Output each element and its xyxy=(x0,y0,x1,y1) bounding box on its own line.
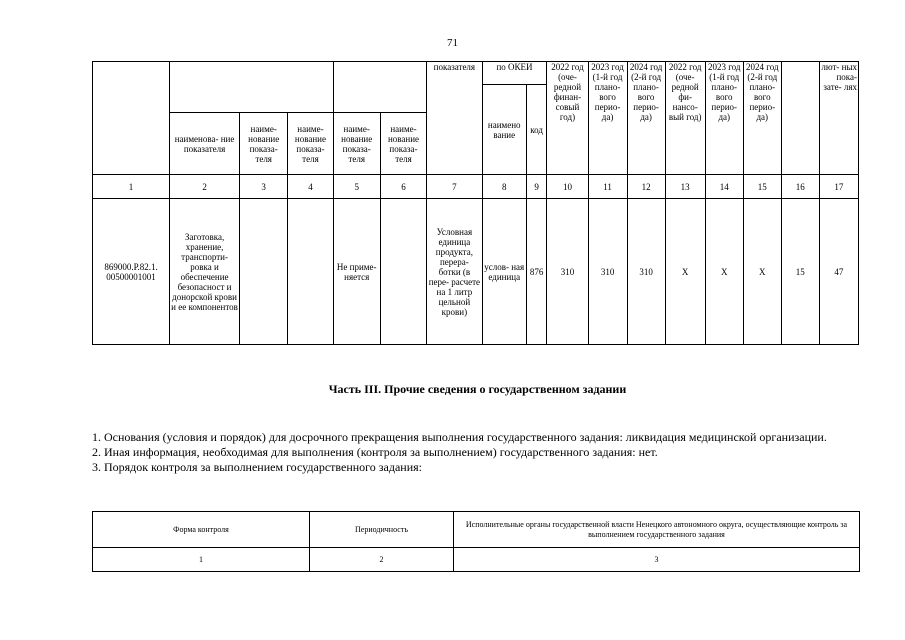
column-number: 6 xyxy=(380,175,426,199)
column-number: 11 xyxy=(588,175,627,199)
column-number: 3 xyxy=(240,175,288,199)
cell-col5: Не приме- няется xyxy=(333,199,380,345)
page-number: 71 xyxy=(447,37,458,49)
indicator-name: Условная единица продукта, перера- ботки (в пере- расчете на 1 литр цельной крови) xyxy=(427,199,483,345)
header-okei-name: наимено вание xyxy=(482,85,526,175)
header-name-col4: наиме- нование показа- теля xyxy=(288,113,333,175)
column-number: 2 xyxy=(170,175,240,199)
column-number: 7 xyxy=(427,175,483,199)
header-name-col6: наиме- нование показа- теля xyxy=(380,113,426,175)
header-col16 xyxy=(781,62,819,175)
control-form-header: Форма контроля xyxy=(93,512,310,548)
header-name-col3: наиме- нование показа- теля xyxy=(240,113,288,175)
header-absolute-values: лют- ных пока- зате- лях xyxy=(819,62,858,175)
column-number: 8 xyxy=(482,175,526,199)
column-number: 12 xyxy=(627,175,665,199)
column-number: 1 xyxy=(93,175,170,199)
column-number: 1 xyxy=(93,548,310,572)
column-number: 2 xyxy=(310,548,454,572)
value-2024-b: Х xyxy=(743,199,781,345)
column-number: 4 xyxy=(288,175,333,199)
cell-col4 xyxy=(288,199,333,345)
value-2023-b: Х xyxy=(705,199,743,345)
column-number: 14 xyxy=(705,175,743,199)
cell-col3 xyxy=(240,199,288,345)
control-table xyxy=(92,511,860,572)
header-okei: по ОКЕИ xyxy=(482,62,547,85)
value-2022: 310 xyxy=(547,199,588,345)
header-registry-number xyxy=(93,62,170,175)
column-number: 13 xyxy=(665,175,705,199)
cell-col17: 47 xyxy=(819,199,858,345)
unit-code: 876 xyxy=(526,199,547,345)
column-number: 16 xyxy=(781,175,819,199)
executive-bodies-header: Исполнительные органы государственной власти Ненецкого автономного округа, осуществляющие контроль за выполнением государственного задания xyxy=(454,512,860,548)
header-2023-plan-b: 2023 год (1-й год плано- вого перио- да) xyxy=(705,62,743,175)
table-row xyxy=(93,199,859,345)
header-indicator: показателя xyxy=(427,62,483,175)
column-number: 17 xyxy=(819,175,858,199)
value-2024: 310 xyxy=(627,199,665,345)
column-number: 3 xyxy=(454,548,860,572)
header-2023-plan: 2023 год (1-й год плано- вого перио- да) xyxy=(588,62,627,175)
paragraph: 1. Основания (условия и порядок) для досрочного прекращения выполнения государственного задания: ликвидация медицинской организации. xyxy=(92,430,827,444)
part-title: Часть III. Прочие сведения о государственном задании xyxy=(328,382,627,396)
cell-col6 xyxy=(380,199,426,345)
header-2024-plan: 2024 год (2-й год плано- вого перио- да) xyxy=(627,62,665,175)
service-name: Заготовка, хранение, транспорти- ровка и обеспечение безопасност и донорской крови и ее компонентов xyxy=(170,199,240,345)
registry-number: 869000.Р.82.1. 00500001001 xyxy=(93,199,170,345)
column-number: 15 xyxy=(743,175,781,199)
value-2023: 310 xyxy=(588,199,627,345)
column-number: 9 xyxy=(526,175,547,199)
value-2022-b: Х xyxy=(665,199,705,345)
header-content-group xyxy=(170,62,333,113)
paragraphs xyxy=(92,430,872,475)
paragraph: 2. Иная информация, необходимая для выполнения (контроля за выполнением) государственного задания: нет. xyxy=(92,445,658,459)
paragraph: 3. Порядок контроля за выполнением государственного задания: xyxy=(92,460,422,474)
service-indicators-table xyxy=(92,61,859,345)
header-2022-financial: 2022 год (оче- редной финан- совый год) xyxy=(547,62,588,175)
header-okei-code: код xyxy=(526,85,547,175)
column-number: 10 xyxy=(547,175,588,199)
cell-col16: 15 xyxy=(781,199,819,345)
periodicity-header: Периодичность xyxy=(310,512,454,548)
column-number: 5 xyxy=(333,175,380,199)
header-name-col5: наиме- нование показа- теля xyxy=(333,113,380,175)
header-name-indicator: наименова- ние показателя xyxy=(170,113,240,175)
header-conditions-group xyxy=(333,62,427,113)
header-2024-plan-b: 2024 год (2-й год плано- вого перио- да) xyxy=(743,62,781,175)
unit-name: услов- ная единица xyxy=(482,199,526,345)
header-2022-financial-b: 2022 год (оче- редной фи- нансо- вый год) xyxy=(665,62,705,175)
